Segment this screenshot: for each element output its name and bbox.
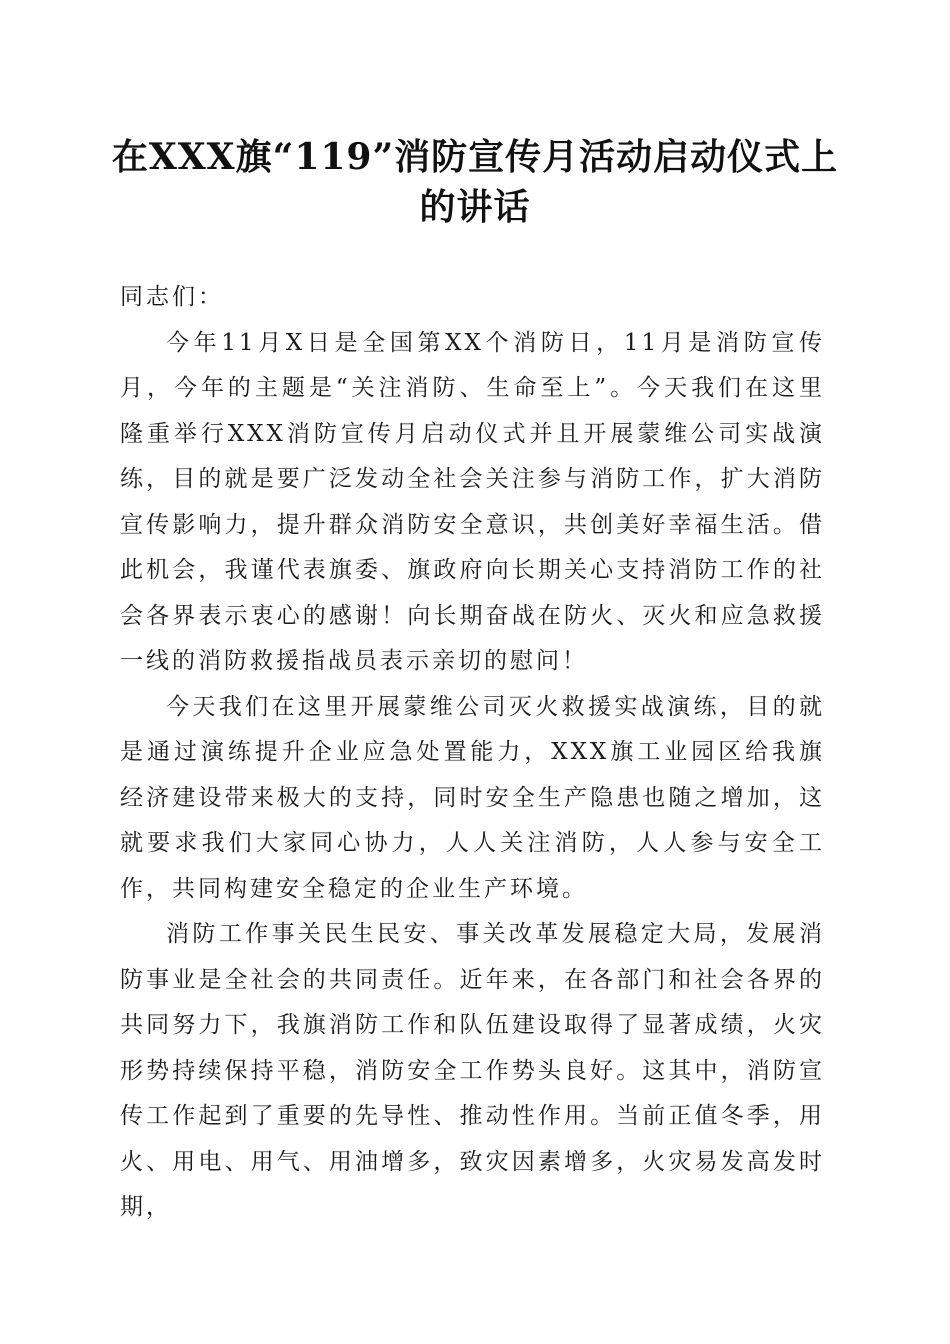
salutation: 同志们： — [120, 284, 224, 310]
paragraph-3: 消防工作事关民生民安、事关改革发展稳定大局，发展消防事业是全社会的共同责任。近年来，在各部门和社会各界的共同努力下，我旗消防工作和队伍建设取得了显著成绩，火灾形势持续保持平稳，消防安全工作势头良好。这其中，消防宣传工作起到了重要的先导性、推动性作用。当前正值冬季，用火、用电、用气、用油增多，致灾因素增多，火灾易发高发时期， — [120, 921, 825, 1220]
document-title: 在XXX旗“119”消防宣传月活动启动仪式上的讲话 — [111, 136, 839, 228]
paragraph-2: 今天我们在这里开展蒙维公司灭火救援实战演练，目的就是通过演练提升企业应急处置能力，XXX旗工业园区给我旗经济建设带来极大的支持，同时安全生产隐患也随之增加，这就要求我们大家同心协力，人人关注消防，人人参与安全工作，共同构建安全稳定的企业生产环境。 — [120, 693, 825, 902]
document-body — [120, 275, 825, 1231]
paragraph-1: 今年11月X日是全国第XX个消防日，11月是消防宣传月，今年的主题是“关注消防、生命至上”。今天我们在这里隆重举行XXX消防宣传月启动仪式并且开展蒙维公司实战演练，目的就是要广泛发动全社会关注参与消防工作，扩大消防宣传影响力，提升群众消防安全意识，共创美好幸福生活。借此机会，我谨代表旗委、旗政府向长期关心支持消防工作的社会各界表示衷心的感谢！向长期奋战在防火、灭火和应急救援一线的消防救援指战员表示亲切的慰问！ — [120, 329, 825, 674]
